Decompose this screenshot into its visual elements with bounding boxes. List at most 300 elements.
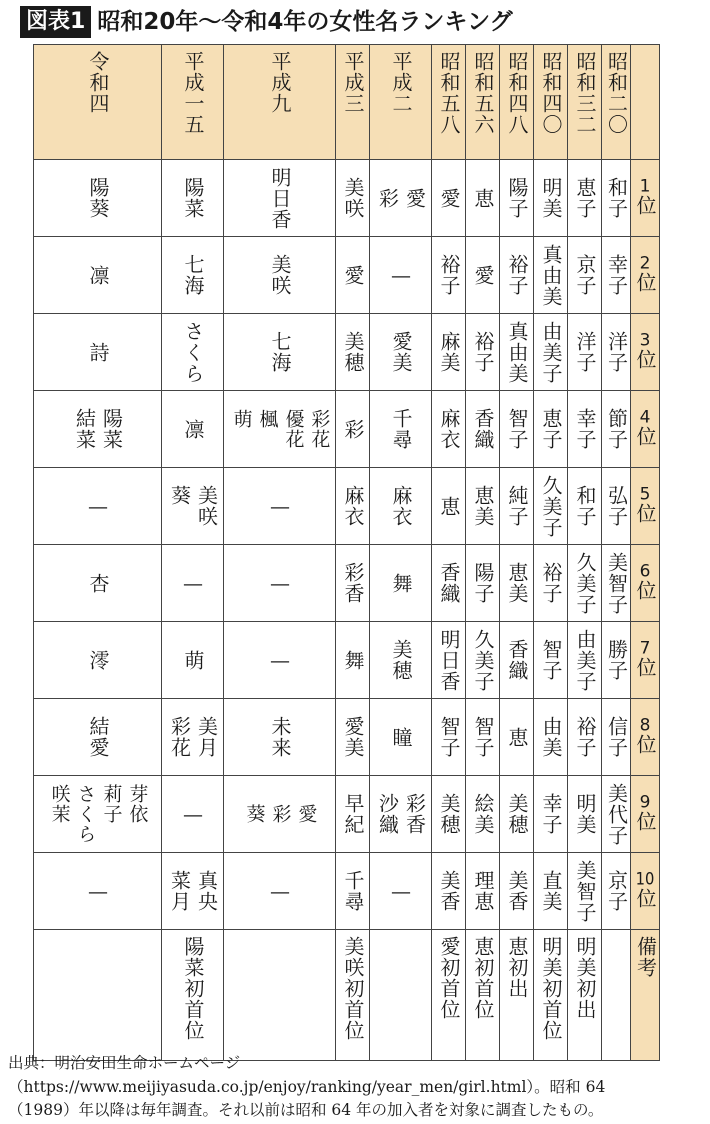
name-cell <box>34 468 162 545</box>
girl-name: 恵子 <box>539 408 563 450</box>
name-cell <box>432 776 466 853</box>
girl-name: — <box>389 878 413 904</box>
girl-name: 早紀 <box>341 793 365 835</box>
name-cell <box>602 545 631 622</box>
name-cell <box>162 391 224 468</box>
name-cell <box>466 699 500 776</box>
note-text: 愛初首位 <box>437 936 461 1020</box>
name-cell <box>534 468 568 545</box>
name-cell <box>370 314 432 391</box>
era-header-cell <box>602 45 631 160</box>
name-cell <box>500 776 534 853</box>
name-cell <box>534 237 568 314</box>
rank-label <box>635 409 655 446</box>
name-cell <box>432 545 466 622</box>
rank-suffix: 位 <box>633 579 657 600</box>
rank-suffix: 位 <box>633 194 657 215</box>
name-cell <box>34 160 162 237</box>
name-cell <box>162 314 224 391</box>
name-cell <box>568 776 602 853</box>
rank-cell <box>631 160 660 237</box>
name-cell <box>432 853 466 930</box>
girl-name: 智子 <box>505 408 529 450</box>
name-cell <box>568 699 602 776</box>
girl-name: 明美 <box>573 793 597 835</box>
name-cell <box>568 237 602 314</box>
rank-label <box>635 486 655 523</box>
girl-name: 明美 <box>539 177 563 219</box>
girl-name: 凛 <box>86 264 110 286</box>
era-header: 平成九 <box>268 51 292 114</box>
girl-name: 美穂 <box>437 793 461 835</box>
name-cell <box>568 622 602 699</box>
note-text: 美咲初首位 <box>341 936 365 1041</box>
name-cell <box>34 237 162 314</box>
name-cell <box>370 776 432 853</box>
name-cell <box>500 699 534 776</box>
girl-name: 沙織 <box>375 793 400 835</box>
name-cell <box>34 776 162 853</box>
name-cell <box>336 468 370 545</box>
girl-name: 智子 <box>437 716 461 758</box>
note-cell <box>370 930 432 1061</box>
rank-suffix: 位 <box>633 887 657 908</box>
girl-name: 裕子 <box>437 254 461 296</box>
name-cell <box>162 160 224 237</box>
girl-name: 結愛 <box>86 716 110 758</box>
name-cell <box>602 237 631 314</box>
rank-suffix: 位 <box>633 425 657 446</box>
note-cell <box>568 930 602 1061</box>
name-cell <box>568 853 602 930</box>
girl-name: 裕子 <box>471 331 495 373</box>
era-header: 平成三 <box>341 51 365 114</box>
girl-name: 弘子 <box>604 485 629 527</box>
note-cell <box>602 930 631 1061</box>
name-cell <box>500 314 534 391</box>
name-cell <box>568 545 602 622</box>
girl-name: 美月 <box>194 716 219 758</box>
girl-name: 真由美 <box>539 243 563 307</box>
table-row <box>34 853 660 930</box>
name-cell <box>224 468 336 545</box>
name-cell <box>34 391 162 468</box>
notes-label: 備考 <box>633 936 658 978</box>
era-header-cell <box>336 45 370 160</box>
girl-name: — <box>268 878 292 904</box>
girl-name: 彩香 <box>402 793 427 835</box>
rank-number: 10 <box>635 870 655 888</box>
era-header: 平成二 <box>389 51 413 114</box>
note-cell <box>162 930 224 1061</box>
girl-name: 麻衣 <box>341 485 365 527</box>
girl-name: 千尋 <box>389 408 413 450</box>
girl-name: 芽依 <box>126 784 149 824</box>
girl-name: — <box>268 570 292 596</box>
girl-name: 菜月 <box>167 870 192 912</box>
rank-number: 2 <box>639 254 651 272</box>
note-text: 陽菜初首位 <box>181 936 205 1041</box>
name-cell <box>534 622 568 699</box>
girl-name: 明日香 <box>268 166 292 230</box>
girl-name: 陽菜 <box>181 177 205 219</box>
name-cell <box>224 391 336 468</box>
note-text: 恵初出 <box>505 936 529 999</box>
name-cell <box>370 853 432 930</box>
girl-name: 由美子 <box>573 628 597 692</box>
girl-name: 凛 <box>181 418 205 440</box>
girl-name: 香織 <box>471 408 495 450</box>
girl-name: 七海 <box>268 331 292 373</box>
rank-number: 5 <box>639 485 651 503</box>
figure-title: 昭和20年〜令和4年の女性名ランキング <box>97 9 513 35</box>
girl-name: さくら <box>74 784 97 844</box>
girl-name: 麻衣 <box>437 408 461 450</box>
source-note <box>8 1052 708 1123</box>
notes-label-cell <box>631 930 660 1061</box>
rank-number: 1 <box>639 177 651 195</box>
girl-name: 裕子 <box>573 716 597 758</box>
girl-name: 洋子 <box>604 331 629 373</box>
girl-name: 愛美 <box>341 716 365 758</box>
name-cell <box>336 160 370 237</box>
name-cell <box>602 468 631 545</box>
girl-name: 香織 <box>505 639 529 681</box>
girl-name: 絵美 <box>471 793 495 835</box>
name-cell <box>162 853 224 930</box>
name-cell <box>34 545 162 622</box>
name-cell <box>336 545 370 622</box>
name-cell <box>432 237 466 314</box>
name-cell <box>336 391 370 468</box>
rank-suffix: 位 <box>633 656 657 677</box>
era-header: 昭和五六 <box>471 51 495 135</box>
girl-name: 京子 <box>604 870 629 912</box>
rank-cell <box>631 237 660 314</box>
girl-name: 美代子 <box>604 782 629 846</box>
name-cell <box>466 160 500 237</box>
name-cell <box>466 237 500 314</box>
table-row <box>34 622 660 699</box>
girl-name: 美咲 <box>268 254 292 296</box>
name-cell <box>466 391 500 468</box>
girl-name: 美香 <box>437 870 461 912</box>
girl-name: 美穂 <box>389 639 413 681</box>
table-row <box>34 468 660 545</box>
name-cell <box>500 237 534 314</box>
name-cell <box>568 314 602 391</box>
name-cell <box>224 776 336 853</box>
rank-suffix: 位 <box>633 348 657 369</box>
rank-label <box>635 255 655 292</box>
name-cell <box>568 468 602 545</box>
name-cell <box>370 160 432 237</box>
name-cell <box>534 391 568 468</box>
rank-cell <box>631 545 660 622</box>
name-cell <box>466 853 500 930</box>
era-header-cell <box>224 45 336 160</box>
girl-name: 千尋 <box>341 870 365 912</box>
rank-label <box>635 871 655 908</box>
girl-name: 澪 <box>86 649 110 671</box>
name-cell <box>34 622 162 699</box>
name-cell <box>500 545 534 622</box>
name-cell <box>370 622 432 699</box>
era-header-cell <box>34 45 162 160</box>
name-cell <box>500 160 534 237</box>
rank-cell <box>631 622 660 699</box>
name-cell <box>602 314 631 391</box>
girl-name: 陽子 <box>471 562 495 604</box>
name-cell <box>370 699 432 776</box>
girl-name: 久美子 <box>539 474 563 538</box>
era-header: 昭和四八 <box>505 51 529 135</box>
girl-name: 七海 <box>181 254 205 296</box>
name-cell <box>370 545 432 622</box>
girl-name: 美智子 <box>604 551 629 615</box>
name-cell <box>466 622 500 699</box>
girl-name: 恵 <box>437 495 461 517</box>
name-cell <box>162 237 224 314</box>
girl-name: 彩花 <box>308 409 331 449</box>
name-cell <box>568 391 602 468</box>
name-cell <box>224 545 336 622</box>
rank-label <box>635 640 655 677</box>
name-cell <box>534 699 568 776</box>
era-header-cell <box>432 45 466 160</box>
girl-name: 和子 <box>604 177 629 219</box>
name-cell <box>568 160 602 237</box>
name-cell <box>534 314 568 391</box>
rank-number: 9 <box>639 793 651 811</box>
name-cell <box>34 699 162 776</box>
girl-name: 杏 <box>86 572 110 594</box>
girl-name: 愛 <box>437 187 461 209</box>
table-row <box>34 545 660 622</box>
name-cell <box>336 776 370 853</box>
girl-name: 久美子 <box>471 628 495 692</box>
name-cell <box>224 314 336 391</box>
girl-name: 彩 <box>375 187 400 209</box>
girl-name: 咲茉 <box>48 784 71 824</box>
note-text: 恵初首位 <box>471 936 495 1020</box>
name-cell <box>602 391 631 468</box>
source-line-2: （https://www.meijiyasuda.co.jp/enjoy/ranking/year_men/girl.html）。昭和 64 <box>8 1077 606 1096</box>
girl-name: 裕子 <box>539 562 563 604</box>
rank-number: 7 <box>639 639 651 657</box>
era-header-cell <box>568 45 602 160</box>
name-cell <box>602 853 631 930</box>
rank-label <box>635 563 655 600</box>
name-cell <box>500 391 534 468</box>
girl-name: — <box>181 570 205 596</box>
girl-name: 明日香 <box>437 628 461 692</box>
girl-name: 恵美 <box>471 485 495 527</box>
girl-name: — <box>268 647 292 673</box>
era-header-cell <box>162 45 224 160</box>
name-cell <box>432 160 466 237</box>
girl-name: 由美子 <box>539 320 563 384</box>
girl-name: 彩 <box>269 804 292 824</box>
era-header: 昭和五八 <box>437 51 461 135</box>
girl-name: 愛 <box>295 804 318 824</box>
note-cell <box>500 930 534 1061</box>
girl-name: 和子 <box>573 485 597 527</box>
rank-suffix: 位 <box>633 733 657 754</box>
rank-suffix: 位 <box>633 502 657 523</box>
girl-name: 愛美 <box>389 331 413 373</box>
girl-name: — <box>181 801 205 827</box>
girl-name: 葵 <box>243 804 266 824</box>
rank-number: 8 <box>639 716 651 734</box>
name-cell <box>432 391 466 468</box>
rank-cell <box>631 776 660 853</box>
girl-name: 幸子 <box>573 408 597 450</box>
girl-name: 純子 <box>505 485 529 527</box>
girl-name: 結菜 <box>72 408 97 450</box>
name-cell <box>534 545 568 622</box>
girl-name: 真由美 <box>505 320 529 384</box>
name-cell <box>162 468 224 545</box>
source-line-3: （1989）年以降は毎年調査。それ以前は昭和 64 年の加入者を対象に調査したもの。 <box>8 1101 604 1119</box>
name-cell <box>466 314 500 391</box>
rank-label <box>635 178 655 215</box>
girl-name: 美咲 <box>341 177 365 219</box>
ranking-table <box>33 44 660 1061</box>
girl-name: 彩香 <box>341 562 365 604</box>
name-cell <box>500 468 534 545</box>
name-cell <box>534 853 568 930</box>
girl-name: 裕子 <box>505 254 529 296</box>
era-header: 昭和四〇 <box>539 51 563 135</box>
girl-name: 詩 <box>86 341 110 363</box>
girl-name: 舞 <box>341 649 365 671</box>
girl-name: 直美 <box>539 870 563 912</box>
name-cell <box>432 699 466 776</box>
girl-name: 彩 <box>341 418 365 440</box>
girl-name: 恵 <box>471 187 495 209</box>
rank-label <box>635 717 655 754</box>
rank-number: 6 <box>639 562 651 580</box>
name-cell <box>466 776 500 853</box>
note-cell <box>224 930 336 1061</box>
rank-label <box>635 332 655 369</box>
girl-name: さくら <box>181 320 205 384</box>
note-cell <box>466 930 500 1061</box>
girl-name: 洋子 <box>573 331 597 373</box>
girl-name: 恵 <box>505 726 529 748</box>
girl-name: 麻美 <box>437 331 461 373</box>
girl-name: 恵子 <box>573 177 597 219</box>
rank-cell <box>631 853 660 930</box>
rank-suffix: 位 <box>633 271 657 292</box>
era-header: 平成一五 <box>181 51 205 135</box>
name-cell <box>602 160 631 237</box>
table-row <box>34 699 660 776</box>
name-cell <box>432 314 466 391</box>
girl-name: 智子 <box>471 716 495 758</box>
girl-name: 陽菜 <box>99 408 124 450</box>
girl-name: 香織 <box>437 562 461 604</box>
girl-name: 幸子 <box>539 793 563 835</box>
name-cell <box>336 314 370 391</box>
name-cell <box>162 545 224 622</box>
name-cell <box>500 853 534 930</box>
note-cell <box>336 930 370 1061</box>
era-header-cell <box>466 45 500 160</box>
girl-name: 葵 <box>167 485 192 506</box>
name-cell <box>336 853 370 930</box>
girl-name: 美穂 <box>341 331 365 373</box>
girl-name: 恵美 <box>505 562 529 604</box>
name-cell <box>602 622 631 699</box>
name-cell <box>432 622 466 699</box>
girl-name: 瞳 <box>389 726 413 748</box>
rank-number: 4 <box>639 408 651 426</box>
girl-name: 幸子 <box>604 254 629 296</box>
era-header-cell <box>534 45 568 160</box>
name-cell <box>336 237 370 314</box>
girl-name: 美穂 <box>505 793 529 835</box>
name-cell <box>336 622 370 699</box>
girl-name: — <box>268 493 292 519</box>
girl-name: 萌 <box>230 409 253 429</box>
rank-label <box>635 794 655 831</box>
note-text: 明美初首位 <box>539 936 563 1041</box>
girl-name: 智子 <box>539 639 563 681</box>
era-header-cell <box>370 45 432 160</box>
girl-name: 勝子 <box>604 639 629 681</box>
table-row <box>34 776 660 853</box>
note-cell <box>34 930 162 1061</box>
note-text: 明美初出 <box>573 936 597 1020</box>
rank-cell <box>631 314 660 391</box>
girl-name: 彩花 <box>167 716 192 758</box>
name-cell <box>602 699 631 776</box>
era-header: 昭和二〇 <box>604 51 629 135</box>
name-cell <box>370 468 432 545</box>
name-cell <box>466 468 500 545</box>
name-cell <box>224 237 336 314</box>
source-line-1: 出典：明治安田生命ホームページ <box>8 1054 241 1072</box>
name-cell <box>224 853 336 930</box>
girl-name: 楓 <box>256 409 279 429</box>
girl-name: 由美 <box>539 716 563 758</box>
note-cell <box>534 930 568 1061</box>
name-cell <box>432 468 466 545</box>
name-cell <box>224 699 336 776</box>
girl-name: 未来 <box>268 716 292 758</box>
girl-name: 莉子 <box>100 784 123 824</box>
girl-name: — <box>86 878 110 904</box>
girl-name: 愛 <box>402 187 427 209</box>
table-row <box>34 160 660 237</box>
girl-name: 京子 <box>573 254 597 296</box>
girl-name: 美咲 <box>194 485 219 527</box>
name-cell <box>34 853 162 930</box>
era-header: 昭和三二 <box>573 51 597 135</box>
name-cell <box>336 699 370 776</box>
name-cell <box>224 160 336 237</box>
girl-name: — <box>389 262 413 288</box>
era-header-cell <box>500 45 534 160</box>
girl-name: — <box>86 493 110 519</box>
rank-suffix: 位 <box>633 810 657 831</box>
name-cell <box>370 391 432 468</box>
girl-name: 愛 <box>471 264 495 286</box>
girl-name: 美智子 <box>573 859 597 923</box>
girl-name: 信子 <box>604 716 629 758</box>
